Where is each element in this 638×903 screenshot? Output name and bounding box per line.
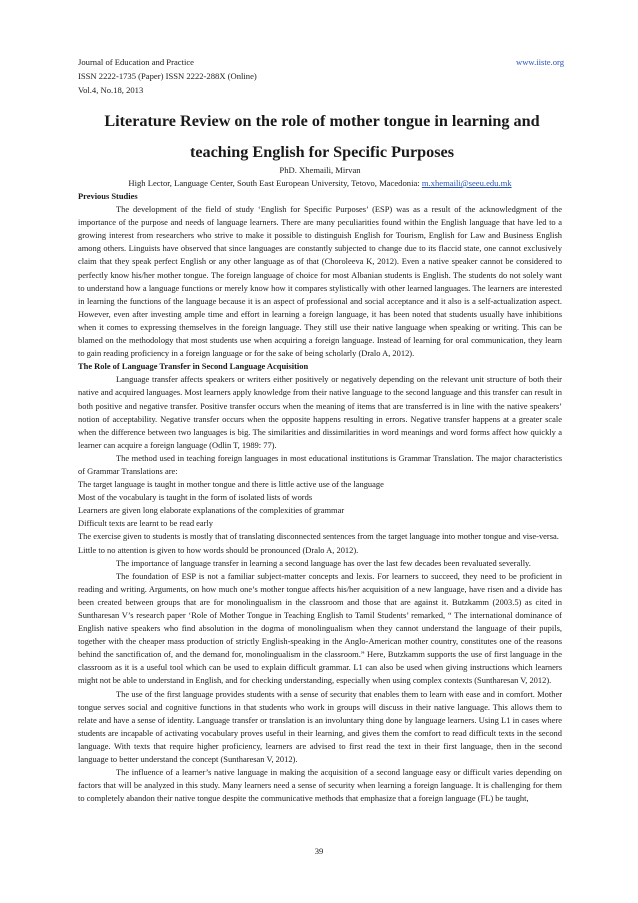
list-item-6: Little to no attention is given to how words should be pronounced (Dralo A, 2012). [78,544,359,555]
journal-name: Journal of Education and Practice [78,57,194,67]
paper-title-line-1: Literature Review on the role of mother tongue in learning and [104,112,540,130]
paper-body [78,190,562,805]
paragraph-1: The development of the field of study ‘English for Specific Purposes’ (ESP) was as a result of the acknowledgment of the importance of the purpose and needs of language learners. There are many peculiarities found within the English language that have led to a growing interest from researchers who strive to make it possible to distinguish English for Tourism, English for Law and Business English among others. Linguists have observed that since languages are constantly subjected to change due to its flaccid state, one cannot exclusively claim that they speak perfect English or any other language as of that (Choroleeva K, 2012). Even a native speaker cannot be considered to perfectly know his/her mother tongue. The foreign language of choice for most Albanian students is English. The students do not solely want to understand how a language functions or merely know how it compares stylistically with other learned languages. The learners are interested in learning the functions of the language because it is an aspect of professional and social acceptance and it also is a self-actualization aspect. However, even after investing ample time and effort in learning a foreign language, it has been noted that students usually have inhibitions when it comes to expressing themselves in the foreign language. They still use their native language when speaking or writing. This can be blamed on the methodology that most students use when acquiring a foreign language. Instead of learning for oral communication, they learn to gain reading proficiency in a foreign language or for the sake of being scholarly (Dralo A, 2012). [78,204,562,359]
list-item-4: Difficult texts are learnt to be read early [78,518,214,529]
list-item-2: Most of the vocabulary is taught in the form of isolated lists of words [78,492,313,503]
author-email-link[interactable]: m.xhemaili@seeu.edu.mk [421,178,512,188]
paragraph-7: The influence of a learner’s native language in making the acquisition of a second language easy or difficult varies depending on factors that will be analyzed in this study. Many learners need a sense of security when learning a foreign language. It is challenging for them to completely abandon their native tongue despite the communicative methods that emphasize that a foreign language (FL) be taught, [78,767,562,804]
journal-issn: ISSN 2222-1735 (Paper) ISSN 2222-288X (Online) [78,71,257,81]
affiliation-text: High Lector, Language Center, South East European University, Tetovo, Macedonia: [128,178,422,188]
page-number: 39 [314,846,324,856]
journal-website-link[interactable]: www.iiste.org [516,57,564,67]
paper-title-line-2: teaching English for Specific Purposes [189,143,455,161]
paragraph-4: The importance of language transfer in learning a second language has over the last few decades been revaluated severally. [116,557,531,568]
heading-language-transfer: The Role of Language Transfer in Second Language Acquisition [78,361,309,372]
list-item-5: The exercise given to students is mostly that of translating disconnected sentences from the target language into mother tongue and vise-versa. [78,531,559,542]
heading-previous-studies: Previous Studies [78,191,138,201]
paragraph-5: The foundation of ESP is not a familiar subject-matter concepts and lexis. For learners to succeed, they need to be proficient in reading and writing. Arguments, on how much one’s mother tongue affects his/her acquisition of a new language, have risen and a divide has been created between groups that are for monolingualism in the classroom and those that are against it. Butzkamm (2003.5) as cited in Suntharesan V’s research paper ‘Role of Mother Tongue in Teaching English to Tamil Students’ remarked, “ The international dominance of English native speakers who find absolution in the dogma of monolingualism when they cannot understand the language of their pupils, together with the cheaper mass production of strictly English-speaking in the Anglo-American mother country, constitutes one of the reasons behind the sanctification of, and the demand for, monolingualism in the classroom.” Here, Butzkamm supports the use of first language in the classroom as it is a useful tool which can be used to explain difficult grammar. L1 can also be used when giving instructions which learners might not be able to understand in English, and for checking understanding, especially when using complex contexts (Suntharesan V, 2012). [78,570,562,686]
journal-header [78,55,257,97]
journal-volume: Vol.4, No.18, 2013 [78,85,144,95]
list-item-1: The target language is taught in mother tongue and there is little active use of the language [78,479,384,490]
paragraph-2: Language transfer affects speakers or writers either positively or negatively depending on the relevant unit structure of both their native and acquired languages. Most learners apply knowledge from their native language to the second language and this transfer can result in both positive and negative transfer. Positive transfer occurs when the meaning of items that are transferred is in line with the native speakers’ notion of acceptability. Negative transfer occurs when the opposite happens resulting in errors. Negative transfer happens at a greater scale when the difference between two languages is big. The similarities and dissimilarities in word meanings and word forms affect how quickly a learner can acquire a foreign language (Odlin T, 1989: 77). [78,374,562,450]
paragraph-6: The use of the first language provides students with a sense of security that enables them to learn with ease and in comfort. Mother tongue serves social and cognitive functions in that students who work in groups will discuss in their native language. This allows them to relate and have a sense of identity. Language transfer or translation is an involuntary thing done by language learners. Using L1 in cases where students are incapable of activating vocabulary proves useful in their learning, and gives them the comfort to read difficult texts in the second language. With texts that require higher proficiency, learners are advised to first read the text in their first language, then in the second language to better understand the concept (Suntharesan V, 2012). [78,688,562,765]
list-item-3: Learners are given long elaborate explanations of the complexities of grammar [78,505,345,516]
author-affiliation [70,178,570,188]
author-name: PhD. Xhemaili, Mirvan [279,165,361,175]
paragraph-3: The method used in teaching foreign languages in most educational institutions is Grammar Translation. The major characteristics of Grammar Translations are: [78,452,562,476]
paper-title [72,106,572,168]
